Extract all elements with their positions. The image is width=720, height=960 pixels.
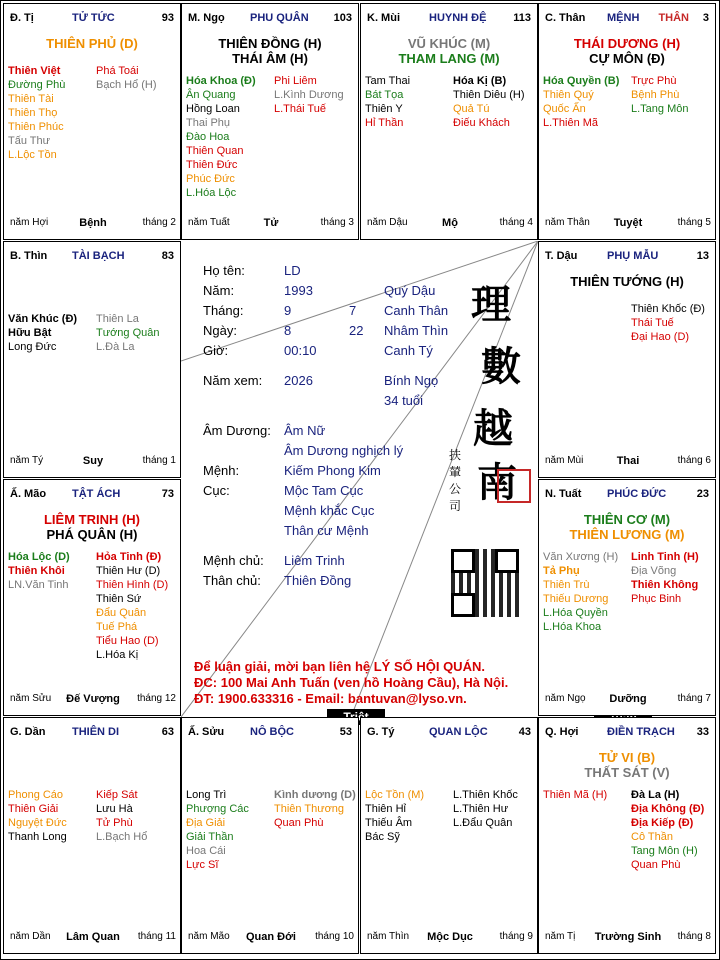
palace-year: năm Tuất: [188, 217, 230, 228]
palace-cell-suu: [181, 717, 359, 954]
palace-month: tháng 1: [142, 455, 176, 466]
gio-value: 00:10: [284, 343, 317, 358]
minor-stars-left: [186, 74, 256, 200]
major-stars: [4, 512, 180, 542]
minor-stars-left: [8, 788, 67, 844]
minor-stars-right: [96, 788, 147, 844]
minor-star: Tang Môn (H): [631, 845, 698, 857]
namxem-value: 2026: [284, 373, 313, 388]
minor-star: Phượng Các: [186, 803, 249, 815]
life-phase: Trường Sinh: [594, 931, 662, 943]
palace-branch: K. Mùi: [367, 12, 400, 24]
major-stars: [539, 274, 715, 289]
minor-star: Văn Khúc (Đ): [8, 313, 78, 325]
major-star: THÁI DƯƠNG (H): [573, 36, 681, 51]
palace-year: năm Sửu: [10, 693, 52, 704]
minor-stars-left: [365, 788, 424, 844]
seal-char-2: 數: [481, 343, 521, 390]
palace-year: năm Tị: [545, 931, 576, 942]
major-stars: [4, 36, 180, 51]
palace-name: TÀI BẠCH: [72, 250, 125, 262]
minor-star: L.Lộc Tồn: [8, 149, 57, 161]
major-star: THÁI ÂM (H): [232, 51, 308, 66]
cuc-value-3: Thân cư Mệnh: [284, 523, 369, 538]
major-star: THIÊN ĐỒNG (H): [218, 36, 322, 51]
palace-header: [545, 250, 711, 264]
palace-age: 73: [161, 488, 174, 500]
palace-name: PHU QUÂN: [250, 12, 309, 24]
thanchu-label: Thân chủ:: [203, 573, 261, 588]
minor-stars-right: [453, 74, 525, 130]
thanchu-value: Thiên Đồng: [284, 573, 352, 588]
thang-label: Tháng:: [203, 303, 244, 318]
palace-cell-mao: [3, 479, 181, 716]
palace-name: ĐIỀN TRẠCH: [607, 726, 675, 738]
contact-line-2: ĐC: 100 Mai Anh Tuấn (ven hồ Hoàng Cầu), Hà Nội.: [194, 675, 509, 690]
palace-branch: C. Thân: [545, 12, 586, 24]
palace-branch: Ấ. Mão: [10, 488, 47, 500]
major-star: TỬ VI (B): [598, 750, 656, 765]
hoten-label: Họ tên:: [203, 263, 245, 278]
minor-star: L.Đà La: [96, 341, 135, 353]
minor-star: Điếu Khách: [453, 117, 510, 129]
major-star: THẤT SÁT (V): [584, 765, 670, 780]
palace-footer: [188, 931, 354, 943]
palace-branch: T. Dậu: [545, 250, 578, 262]
minor-stars-left: [186, 788, 249, 872]
minor-star: Bạch Hổ (H): [96, 79, 157, 91]
palace-month: tháng 11: [137, 931, 176, 942]
life-phase: Lâm Quan: [66, 931, 120, 943]
major-star: LIÊM TRINH (H): [43, 512, 141, 527]
major-star: THAM LANG (M): [398, 51, 500, 66]
minor-star: L.Hóa Quyền: [543, 607, 608, 619]
minor-star: Thiên Thọ: [8, 107, 58, 119]
menhchu-label: Mệnh chủ:: [203, 553, 264, 568]
minor-stars-left: [8, 312, 77, 354]
palace-footer: [10, 455, 176, 467]
contact-line-1: Để luận giải, mời bạn liên hệ LÝ SỐ HỘI QUÁN.: [194, 659, 485, 674]
minor-star: Văn Xương (H): [543, 551, 619, 563]
minor-star: Thiên Khốc (Đ): [631, 303, 705, 315]
palace-age: 13: [696, 250, 709, 262]
palace-year: năm Tý: [10, 455, 44, 466]
palace-year: năm Ngọ: [545, 693, 586, 704]
palace-branch: G. Tý: [367, 726, 395, 738]
minor-star: Thiên Tài: [8, 93, 54, 105]
minor-star: Thiếu Âm: [365, 817, 413, 829]
palace-name: PHÚC ĐỨC: [607, 488, 667, 500]
minor-stars-left: [543, 74, 619, 130]
amduong-label: Âm Dương:: [203, 423, 271, 438]
palace-name: NÔ BỘC: [250, 726, 294, 738]
palace-month: tháng 2: [142, 217, 176, 228]
minor-stars-right: [274, 74, 344, 116]
minor-star: L.Hóa Kị: [96, 649, 139, 661]
minor-star: Thiên Thương: [274, 803, 345, 815]
palace-cell-than: [538, 3, 716, 240]
minor-star: Long Trì: [186, 789, 227, 801]
minor-star: Bát Tọa: [365, 89, 404, 101]
minor-star: Phá Toái: [96, 65, 139, 77]
minor-star: Nguyệt Đức: [8, 817, 67, 829]
minor-star: Đà La (H): [631, 789, 680, 801]
qr-corner-tr: [495, 549, 519, 573]
palace-month: tháng 8: [677, 931, 711, 942]
life-phase: Tử: [263, 217, 279, 229]
than-marker: THÂN: [658, 12, 689, 24]
palace-branch: Ấ. Sửu: [188, 726, 225, 738]
minor-star: Thiên Quan: [186, 145, 244, 157]
palace-footer: [545, 217, 711, 229]
minor-star: Hóa Khoa (Đ): [186, 75, 256, 87]
minor-star: Tam Thai: [365, 75, 411, 87]
minor-star: Tướng Quân: [96, 327, 160, 339]
minor-star: Giải Thần: [186, 831, 234, 843]
major-stars: [182, 36, 358, 66]
minor-star: LN.Văn Tinh: [8, 579, 69, 591]
minor-star: Thiên Mã (H): [543, 789, 608, 801]
minor-star: Thiên Trù: [543, 579, 590, 591]
minor-star: L.Thiên Khốc: [453, 789, 518, 801]
major-star: THIÊN CƠ (M): [583, 512, 671, 527]
namxem-label: Năm xem:: [203, 373, 263, 388]
minor-star: Tuế Phá: [96, 621, 138, 633]
palace-month: tháng 5: [677, 217, 711, 228]
palace-cell-dau: [538, 241, 716, 478]
minor-star: Thai Phụ: [186, 117, 231, 129]
qr-corner-tl: [451, 549, 475, 573]
palace-month: tháng 7: [677, 693, 711, 704]
palace-cell-hoi: [538, 717, 716, 954]
thang-value: 9: [284, 303, 292, 318]
minor-star: Thiên Khôi: [8, 565, 65, 577]
palace-branch: Đ. Tị: [10, 12, 34, 24]
palace-name: TẬT ÁCH: [72, 488, 121, 500]
minor-star: Hóa Quyền (B): [543, 75, 620, 87]
palace-name: MỆNH: [607, 12, 640, 24]
palace-month: tháng 10: [315, 931, 354, 942]
palace-branch: Q. Hợi: [545, 726, 579, 738]
major-stars: [539, 750, 715, 780]
minor-star: Thiên Hình (D): [96, 579, 169, 591]
minor-star: Cô Thần: [631, 831, 673, 843]
minor-star: Hỏa Tinh (Đ): [96, 551, 162, 563]
minor-star: L.Thái Tuế: [274, 103, 326, 115]
minor-stars-left: [543, 550, 618, 634]
minor-stars-right: [453, 788, 518, 830]
minor-stars-right: [631, 550, 699, 606]
seal-char-1: 理: [471, 281, 511, 328]
life-phase: Tuyệt: [613, 217, 643, 229]
minor-stars-left: [543, 788, 607, 802]
palace-branch: N. Tuất: [545, 488, 582, 500]
minor-star: Địa Kiếp (Đ): [631, 817, 694, 829]
minor-star: L.Thiên Mã: [543, 117, 599, 129]
amduong-value: Âm Nữ: [284, 423, 326, 438]
life-phase: Mộc Dục: [427, 931, 473, 943]
minor-star: Lộc Tồn (M): [365, 789, 425, 801]
minor-star: Thiên Đức: [186, 159, 238, 171]
minor-star: Địa Võng: [631, 565, 677, 577]
palace-header: [10, 488, 176, 502]
palace-year: năm Thân: [545, 217, 590, 228]
minor-star: Địa Giải: [186, 817, 226, 829]
thang-value-2: 7: [349, 303, 357, 318]
ngay-canchi: Nhâm Thìn: [384, 323, 449, 338]
nam-canchi: Quý Dậu: [384, 283, 436, 298]
palace-cell-ti: [3, 3, 181, 240]
palace-name: HUYNH ĐỆ: [429, 12, 487, 24]
palace-header: [188, 726, 354, 740]
palace-footer: [545, 931, 711, 943]
minor-star: Hỉ Thần: [365, 117, 404, 129]
major-star: CỰ MÔN (Đ): [589, 51, 665, 66]
minor-star: Địa Không (Đ): [631, 803, 705, 815]
hoten-value: LD: [284, 263, 301, 278]
palace-cell-tuat: [538, 479, 716, 716]
palace-footer: [10, 931, 176, 943]
minor-star: Phi Liêm: [274, 75, 317, 87]
palace-cell-ngo: [181, 3, 359, 240]
palace-age: 53: [339, 726, 352, 738]
minor-star: Đẩu Quân: [96, 607, 147, 619]
minor-star: Ân Quang: [186, 89, 236, 101]
menh-value: Kiếm Phong Kim: [284, 463, 381, 478]
minor-star: Thiên Phúc: [8, 121, 64, 133]
menhchu-value: Liêm Trinh: [284, 553, 345, 568]
palace-year: năm Hợi: [10, 217, 49, 228]
minor-stars-right: [96, 312, 160, 354]
minor-star: Phong Cáo: [8, 789, 64, 801]
minor-star: Thiên Diêu (H): [453, 89, 525, 101]
nam-label: Năm:: [203, 283, 235, 298]
palace-footer: [188, 217, 354, 229]
seal-small-text: 扶 輦 公 司: [449, 448, 462, 513]
palace-header: [545, 488, 711, 502]
gio-label: Giờ:: [203, 343, 229, 358]
palace-header: [545, 12, 711, 26]
major-star: PHÁ QUÂN (H): [46, 527, 138, 542]
palace-month: tháng 12: [137, 693, 176, 704]
palace-age: 63: [161, 726, 174, 738]
minor-star: Bệnh Phù: [631, 89, 680, 101]
palace-header: [188, 12, 354, 26]
minor-stars-right: [96, 550, 168, 662]
namxem-canchi: Bính Ngọ: [384, 373, 439, 388]
amduong-value-2: Âm Dương nghịch lý: [284, 443, 404, 458]
life-phase: Bệnh: [79, 217, 107, 229]
palace-cell-dan: [3, 717, 181, 954]
palace-age: 43: [518, 726, 531, 738]
major-stars: [539, 36, 715, 66]
palace-footer: [545, 455, 711, 467]
minor-star: Quan Phù: [274, 817, 324, 829]
minor-star: Đường Phù: [8, 79, 66, 91]
minor-star: Linh Tinh (H): [631, 551, 699, 563]
seal-char-4: 南: [477, 459, 517, 506]
minor-star: Trực Phù: [631, 75, 677, 87]
minor-star: Thiên Giải: [8, 803, 59, 815]
major-stars: [361, 36, 537, 66]
palace-year: năm Thìn: [367, 931, 410, 942]
minor-stars-right: [96, 64, 157, 92]
palace-branch: B. Thìn: [10, 250, 48, 262]
minor-star: Quả Tú: [453, 103, 490, 115]
minor-stars-right: [631, 788, 704, 872]
minor-star: Tử Phù: [96, 817, 133, 829]
palace-age: 23: [696, 488, 709, 500]
gio-canchi: Canh Tý: [384, 343, 433, 358]
life-phase: Suy: [82, 455, 104, 467]
life-phase: Quan Đới: [246, 931, 296, 943]
menh-label: Mệnh:: [203, 463, 240, 478]
palace-header: [367, 726, 533, 740]
palace-cell-thin: [3, 241, 181, 478]
palace-month: tháng 6: [677, 455, 711, 466]
minor-star: Phúc Đức: [186, 173, 235, 185]
minor-star: Thái Tuế: [631, 317, 674, 329]
minor-star: Đào Hoa: [186, 131, 230, 143]
palace-cell-mui: [360, 3, 538, 240]
thang-canchi: Canh Thân: [384, 303, 449, 318]
palace-header: [367, 12, 533, 26]
minor-star: Tấu Thư: [8, 135, 51, 147]
life-phase: Đế Vượng: [66, 693, 120, 705]
minor-star: Lưu Hà: [96, 803, 133, 815]
ngay-value-2: 22: [349, 323, 364, 338]
palace-footer: [10, 693, 176, 705]
palace-footer: [367, 217, 533, 229]
palace-name: QUAN LỘC: [429, 726, 488, 738]
minor-star: Hồng Loan: [186, 103, 240, 115]
palace-age: 83: [161, 250, 174, 262]
minor-star: L.Hóa Khoa: [543, 621, 602, 633]
cuc-value: Mộc Tam Cục: [284, 483, 364, 498]
cuc-value-2: Mệnh khắc Cục: [284, 503, 375, 518]
palace-age: 3: [702, 12, 709, 24]
minor-star: Phục Binh: [631, 593, 682, 605]
palace-year: năm Dậu: [367, 217, 408, 228]
palace-year: năm Mão: [188, 931, 230, 942]
major-star: THIÊN PHỦ (D): [46, 36, 138, 51]
minor-star: L.Bạch Hổ: [96, 831, 148, 843]
minor-star: Lực Sĩ: [186, 859, 219, 871]
qr-corner-bl: [451, 593, 475, 617]
palace-age: 103: [333, 12, 352, 24]
minor-star: L.Đẩu Quân: [453, 817, 513, 829]
minor-star: Hữu Bật: [8, 327, 52, 339]
palace-cell-ty: [360, 717, 538, 954]
minor-star: Kình dương (D): [274, 789, 356, 801]
minor-star: L.Thiên Hư: [453, 803, 509, 815]
palace-age: 113: [513, 12, 531, 24]
seal-char-3: 越: [473, 405, 513, 452]
palace-year: năm Dần: [10, 931, 51, 942]
palace-name: PHỤ MẪU: [607, 250, 659, 262]
red-stamp: [497, 469, 531, 503]
minor-stars-right: [274, 788, 356, 830]
palace-age: 33: [696, 726, 709, 738]
palace-age: 93: [161, 12, 174, 24]
minor-stars-left: [8, 64, 65, 162]
minor-star: Bác Sỹ: [365, 831, 400, 843]
nam-value: 1993: [284, 283, 313, 298]
ngay-label: Ngày:: [203, 323, 237, 338]
palace-year: năm Mùi: [545, 455, 584, 466]
palace-month: tháng 3: [320, 217, 354, 228]
minor-stars-left: [365, 74, 410, 130]
minor-star: Hóa Kị (B): [453, 75, 507, 87]
major-star: VŨ KHÚC (M): [407, 36, 491, 51]
minor-star: Tiểu Hao (D): [96, 635, 159, 647]
major-star: THIÊN LƯƠNG (M): [569, 527, 685, 542]
palace-footer: [367, 931, 533, 943]
minor-star: Kiếp Sát: [96, 789, 138, 801]
palace-branch: G. Dần: [10, 726, 46, 738]
minor-star: Thiên Quý: [543, 89, 594, 101]
contact-line-3: ĐT: 1900.633316 - Email: bantuvan@lyso.vn.: [194, 691, 467, 706]
minor-stars-right: [631, 74, 688, 116]
palace-name: THIÊN DI: [72, 726, 120, 738]
minor-star: Thiên Y: [365, 103, 403, 115]
life-phase: Mộ: [442, 217, 458, 229]
minor-star: Tả Phụ: [543, 565, 580, 577]
palace-month: tháng 9: [499, 931, 533, 942]
life-phase: Dưỡng: [609, 693, 647, 705]
minor-stars-left: [8, 550, 70, 592]
minor-star: Thiên Hỉ: [365, 803, 406, 815]
palace-header: [10, 12, 176, 26]
minor-star: Long Đức: [8, 341, 57, 353]
palace-footer: [545, 693, 711, 705]
minor-star: Hoa Cái: [186, 845, 226, 857]
minor-star: Thiên Hư (D): [96, 565, 161, 577]
minor-star: Thiên La: [96, 313, 139, 325]
minor-star: Thiên Không: [631, 579, 699, 591]
major-stars: [539, 512, 715, 542]
ngay-value: 8: [284, 323, 292, 338]
minor-star: Quan Phù: [631, 859, 681, 871]
palace-header: [10, 250, 176, 264]
minor-star: Thiếu Dương: [543, 593, 609, 605]
tuoi-value: 34 tuổi: [384, 393, 424, 408]
minor-star: Thanh Long: [8, 831, 67, 843]
palace-header: [10, 726, 176, 740]
major-star: THIÊN TƯỚNG (H): [570, 274, 684, 289]
palace-branch: M. Ngọ: [188, 12, 225, 24]
minor-star: Hóa Lộc (D): [8, 551, 70, 563]
life-phase: Thai: [616, 455, 640, 467]
minor-stars-right: [631, 302, 705, 344]
palace-footer: [10, 217, 176, 229]
minor-star: L.Kình Dương: [274, 89, 344, 101]
minor-star: Thiên Sứ: [96, 593, 142, 605]
minor-star: L.Hóa Lộc: [186, 187, 237, 199]
minor-star: Quốc Ấn: [543, 103, 586, 115]
minor-star: Đại Hao (D): [631, 331, 690, 343]
palace-month: tháng 4: [499, 217, 533, 228]
minor-star: L.Tang Môn: [631, 103, 689, 115]
palace-name: TỬ TỨC: [72, 12, 115, 24]
minor-star: Thiên Việt: [8, 65, 61, 77]
palace-header: [545, 726, 711, 740]
center-info: [181, 241, 538, 717]
cuc-label: Cục:: [203, 483, 230, 498]
